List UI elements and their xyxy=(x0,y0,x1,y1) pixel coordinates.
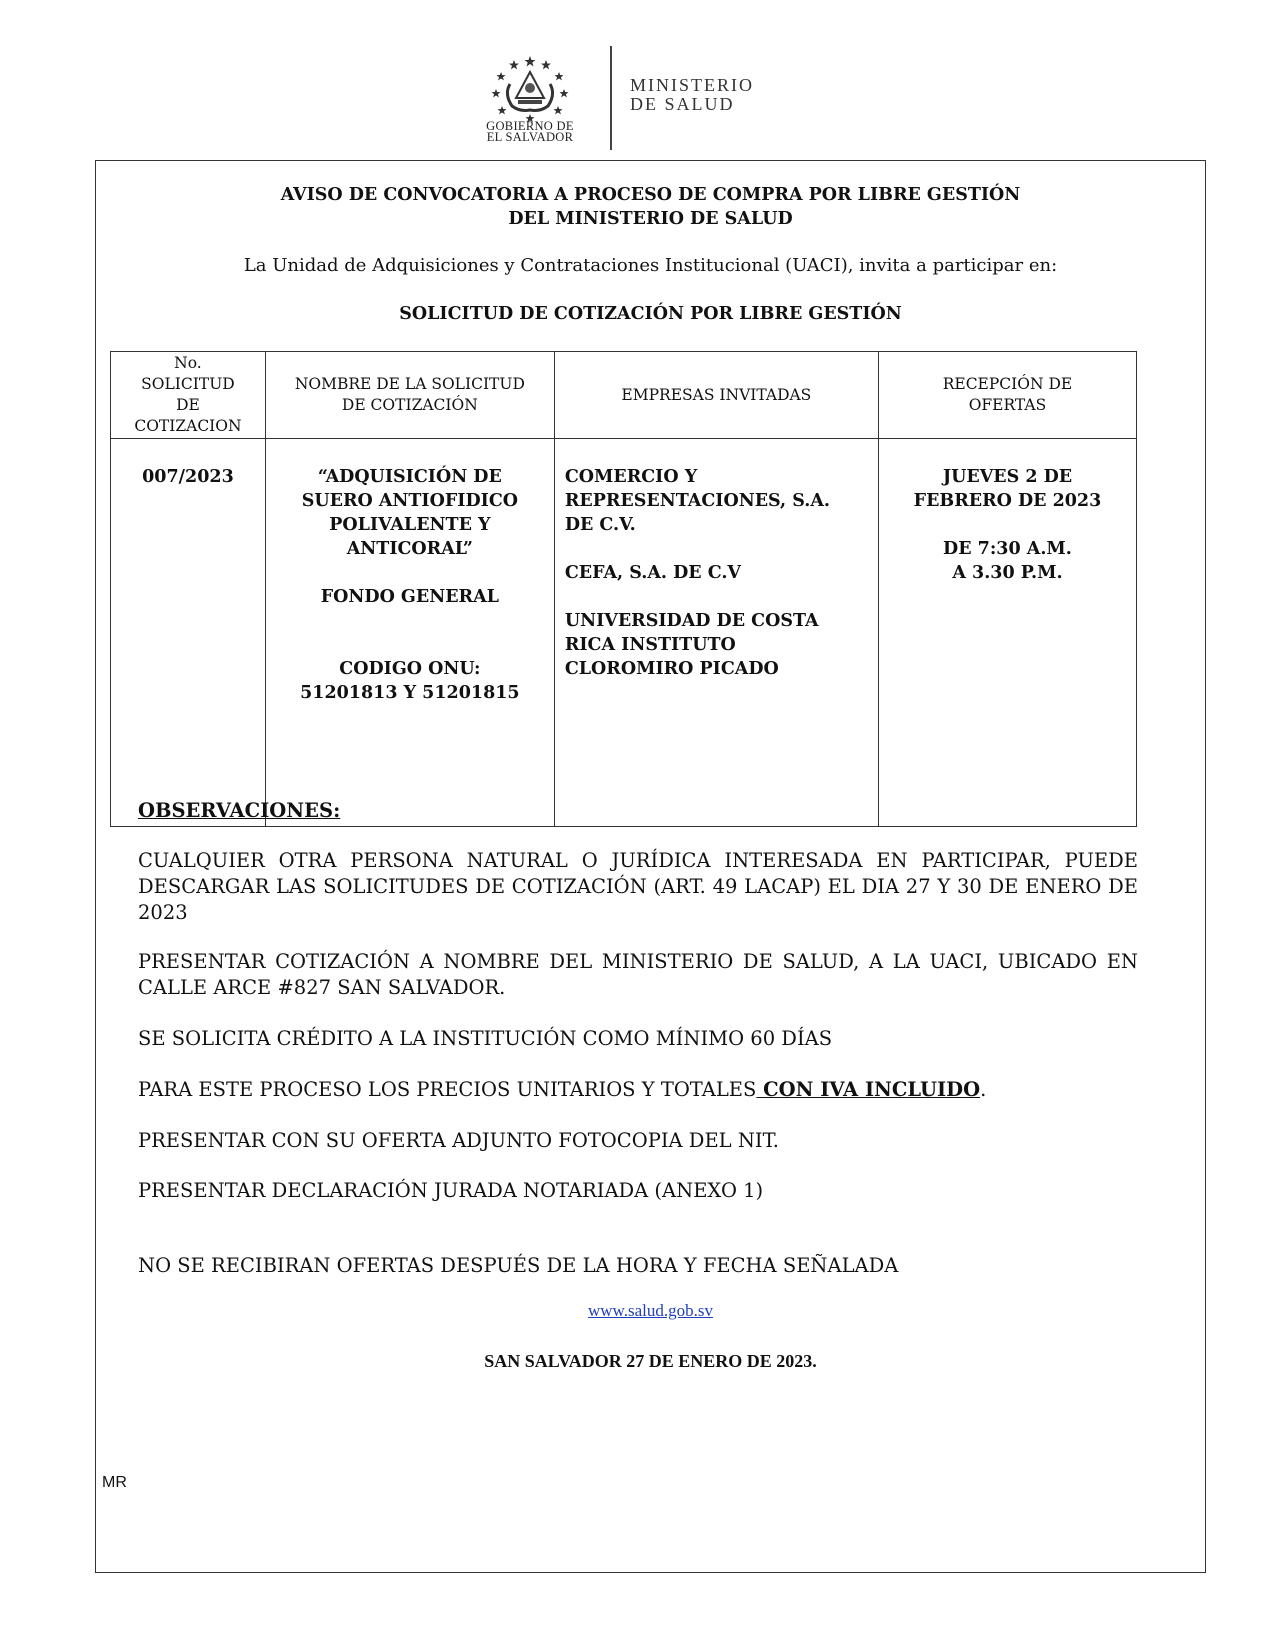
cell-nombre xyxy=(265,439,554,827)
observacion-6: PRESENTAR DECLARACIÓN JURADA NOTARIADA (ANEXO 1) xyxy=(138,1179,764,1202)
header-nombre-line: DE COTIZACIÓN xyxy=(341,396,478,414)
coat-of-arms-icon xyxy=(484,54,576,124)
notice-title xyxy=(96,183,1205,231)
observacion-3: SE SOLICITA CRÉDITO A LA INSTITUCIÓN COMO MÍNIMO 60 DÍAS xyxy=(138,1027,833,1050)
ministry-label xyxy=(630,76,754,114)
hora-line: A 3.30 P.M. xyxy=(952,563,1063,583)
government-label xyxy=(470,121,590,143)
empresa-line: CLOROMIRO PICADO xyxy=(564,659,779,679)
header-no-line: DE xyxy=(176,396,200,414)
codigo-label: CODIGO ONU: xyxy=(339,659,481,679)
cell-recepcion xyxy=(878,439,1136,827)
fecha-line: JUEVES 2 DE xyxy=(942,467,1073,487)
empresa-line: DE C.V. xyxy=(564,515,636,535)
solicitud-number: 007/2023 xyxy=(142,467,234,487)
nombre-line: POLIVALENTE Y xyxy=(329,515,491,535)
observacion-1: CUALQUIER OTRA PERSONA NATURAL O JURÍDICA INTERESADA EN PARTICIPAR, PUEDE DESCARGAR LAS SOLICITUDES DE COTIZACIÓN (ART. 49 LACAP) EL DIA 27 Y 30 DE ENERO DE 2023 xyxy=(138,849,1138,924)
observacion-4-text: PARA ESTE PROCESO LOS PRECIOS UNITARIOS Y TOTALES xyxy=(138,1078,757,1101)
observacion-4-end: . xyxy=(980,1078,987,1101)
observacion-7: NO SE RECIBIRAN OFERTAS DESPUÉS DE LA HORA Y FECHA SEÑALADA xyxy=(138,1254,899,1277)
observacion-4 xyxy=(138,1077,1138,1103)
nombre-line: ANTICORAL” xyxy=(346,539,473,559)
observacion-5: PRESENTAR CON SU OFERTA ADJUNTO FOTOCOPIA DEL NIT. xyxy=(138,1129,779,1152)
ministry-line-1: MINISTERIO xyxy=(630,75,754,95)
place-date: SAN SALVADOR 27 DE ENERO DE 2023. xyxy=(484,1351,817,1371)
letterhead xyxy=(470,44,810,148)
website-link-text[interactable]: www.salud.gob.sv xyxy=(588,1301,713,1320)
cell-empresas xyxy=(554,439,878,827)
observaciones-title: OBSERVACIONES: xyxy=(138,799,341,822)
header-recepcion-line: RECEPCIÓN DE xyxy=(942,375,1073,393)
header-no-line: No. xyxy=(174,354,202,372)
empresa-line: RICA INSTITUTO xyxy=(564,635,736,655)
table-header-row xyxy=(111,352,1137,439)
nombre-line: “ADQUISICIÓN DE xyxy=(317,467,502,487)
header-recepcion-line: OFERTAS xyxy=(968,396,1047,414)
fecha-line: FEBRERO DE 2023 xyxy=(913,491,1102,511)
empresa-line: COMERCIO Y xyxy=(564,467,698,487)
empresa-line: REPRESENTACIONES, S.A. xyxy=(564,491,831,511)
observacion-2: PRESENTAR COTIZACIÓN A NOMBRE DEL MINISTERIO DE SALUD, A LA UACI, UBICADO EN CALLE ARCE #827 SAN SALVADOR. xyxy=(138,950,1138,999)
header-no-line: COTIZACION xyxy=(134,417,242,435)
gov-line-1: GOBIERNO DE xyxy=(486,119,574,133)
header-divider xyxy=(610,46,612,150)
empresa-line: CEFA, S.A. DE C.V xyxy=(564,563,742,583)
intro-text: La Unidad de Adquisiciones y Contrataciones Institucional (UACI), invita a participar en: xyxy=(243,255,1058,276)
author-initials: MR xyxy=(102,1474,127,1491)
table-row xyxy=(111,439,1137,827)
gov-line-2: EL SALVADOR xyxy=(486,130,574,144)
header-no-line: SOLICITUD xyxy=(141,375,235,393)
section-subtitle: SOLICITUD DE COTIZACIÓN POR LIBRE GESTIÓN xyxy=(399,304,902,324)
nombre-line: SUERO ANTIOFIDICO xyxy=(301,491,518,511)
header-nombre-solicitud xyxy=(265,352,554,439)
fondo-label: FONDO GENERAL xyxy=(320,587,499,607)
cell-numero xyxy=(111,439,266,827)
notice-frame xyxy=(95,160,1206,1573)
header-empresas: EMPRESAS INVITADAS xyxy=(554,352,878,439)
ministry-line-2: DE SALUD xyxy=(630,94,735,114)
empresa-line: UNIVERSIDAD DE COSTA xyxy=(564,611,819,631)
codigo-value: 51201813 Y 51201815 xyxy=(300,683,520,703)
notice-title-line-2: DEL MINISTERIO DE SALUD xyxy=(508,209,793,229)
quotation-table xyxy=(110,351,1137,827)
notice-title-line-1: AVISO DE CONVOCATORIA A PROCESO DE COMPRA POR LIBRE GESTIÓN xyxy=(280,185,1021,205)
header-nombre-line: NOMBRE DE LA SOLICITUD xyxy=(294,375,525,393)
header-recepcion xyxy=(878,352,1136,439)
iva-emphasis: CON IVA INCLUIDO xyxy=(756,1078,981,1101)
website-link[interactable] xyxy=(96,1301,1205,1321)
header-no-solicitud xyxy=(111,352,266,439)
hora-line: DE 7:30 A.M. xyxy=(943,539,1072,559)
